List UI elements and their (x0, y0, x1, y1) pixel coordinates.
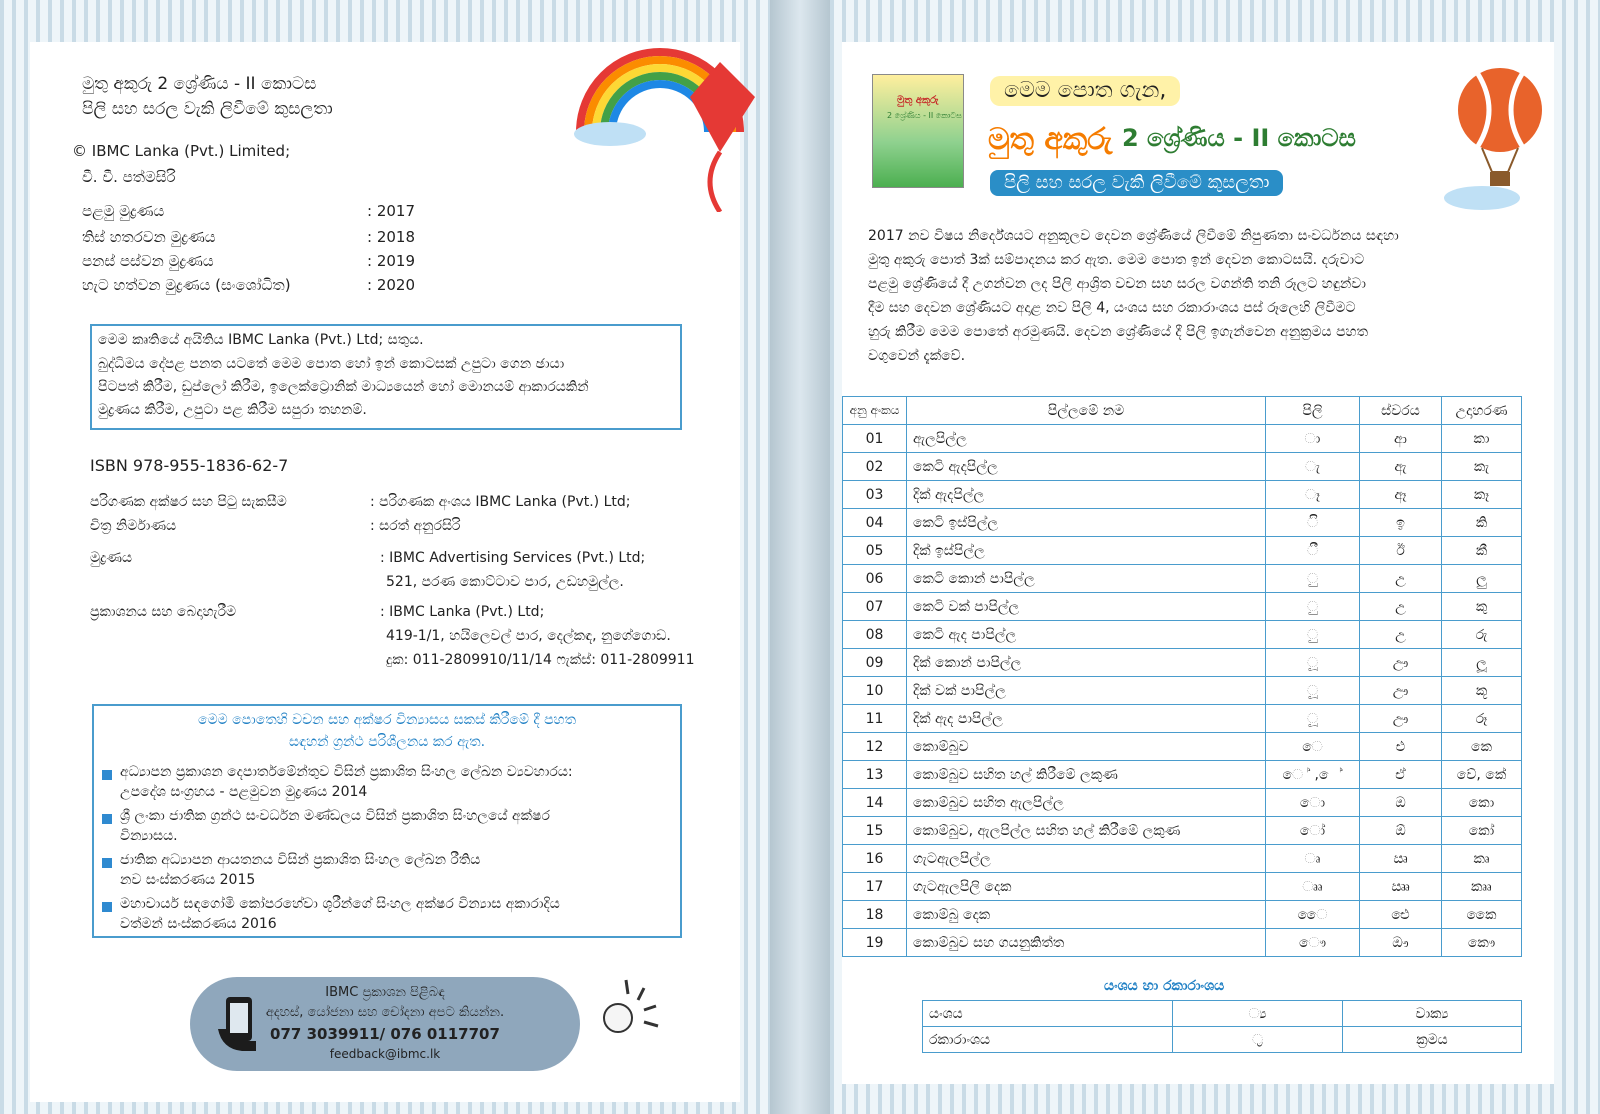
table-row (843, 873, 1522, 901)
row-name: දික් ඇදපිල්ල (907, 481, 1266, 509)
notice-line: බුද්ධිමය දේපළ පනත යටතේ මෙම පොත හෝ ඉන් කොටසක් උපුටා ගෙන ඡායා (98, 356, 565, 372)
row-name: කෙටි කොන් පාපිල්ල (907, 565, 1266, 593)
col-header: ස්වරය (1360, 397, 1442, 425)
row-name: කොම්බුව සහිත හල් කිරීමේ ලකුණ (907, 761, 1266, 789)
row-sign: ො (1266, 789, 1360, 817)
footer-email: feedback@ibmc.lk (329, 1047, 441, 1061)
yansha-row (923, 1001, 1522, 1027)
row-example: රු (1442, 621, 1522, 649)
row-number: 03 (843, 481, 907, 509)
row-sign: ු (1266, 565, 1360, 593)
bullet-icon (102, 858, 112, 868)
row-example: කෛ (1442, 901, 1522, 929)
bullet-icon (102, 814, 112, 824)
row-number: 11 (843, 705, 907, 733)
row-number: 09 (843, 649, 907, 677)
row-name: කොම්බුව, ඇලපිල්ල සහිත හල් කිරීමේ ලකුණ (907, 817, 1266, 845)
credit-value: : පරිගණක අංශය IBMC Lanka (Pvt.) Ltd; (370, 494, 631, 510)
table-row (843, 901, 1522, 929)
table-row (843, 705, 1522, 733)
edition-label: තිස් හතරවන මුද්‍රණය (82, 228, 216, 246)
row-sign: ෝ (1266, 817, 1360, 845)
row-name: කෙටි ඇද පාපිල්ල (907, 621, 1266, 649)
row-example: කෲ (1442, 873, 1522, 901)
table-row (843, 845, 1522, 873)
copyright: © IBMC Lanka (Pvt.) Limited; (72, 142, 291, 160)
row-vowel: උ (1360, 565, 1442, 593)
row-vowel: ඎ (1360, 873, 1442, 901)
yansha-example: ක්‍රමය (1343, 1027, 1522, 1053)
row-example: කෝ (1442, 817, 1522, 845)
row-number: 08 (843, 621, 907, 649)
light-bulb-icon (586, 960, 676, 1050)
row-number: 06 (843, 565, 907, 593)
row-sign: ි (1266, 509, 1360, 537)
row-example: කෙ (1442, 733, 1522, 761)
row-sign: ූ (1266, 649, 1360, 677)
row-number: 19 (843, 929, 907, 957)
right-page: මුතු අකුරු 2 ශ්‍රේණිය - II කොටස මෙම පොත ගැන, මුතු අකුරු 2 ශ්‍රේණිය - II කොටස පිලි සහ සරල වැකි ලිවීමේ කුසලතා 2017 නව විෂය නිර්දේශයට අනුකූලව දෙවන ශ්‍රේණියේ ලිවීමේ නිපුණතා සංවර්ධනය සඳහා මුතු අකුරු පොත් 3ක් සම්පාදනය කර ඇත. මෙම පොත ඉන් දෙවන කොටසයි. දරුවාට පළමු ශ්‍රේණියේ දී උගන්වන ලද පිලි ආශ්‍රිත වචන සහ සරල වගන්ති තනි රූලට හඳුන්වා දීම සහ දෙවන ශ්‍රේණියට අදාළ නව පිලි 4, යංශය සහ රකාරාංශය පස් රූලෙහි ලිවීමට හුරු කිරීම මෙම පොතේ අරමුණයි. දෙවන ශ්‍රේණියේ දී පිලි ඉගැන්වෙන අනුක්‍රමය පහත වගුවෙන් දැක්වේ. අනු අංකය පිල්ලමේ නම පිලි ස්වරය උදාහරණ 01 ඇලපිල්ල ා ආ කා 02 කෙටි ඇදපිල්ල ැ ඇ කැ 03 දික් ඇදපිල්ල ෑ ඈ කෑ 04 කෙටි ඉස්පිල්ල ි ඉ කි 05 දික් ඉස්පිල්ල ී ඊ කී 06 කෙටි කොන් පාපිල්ල ු උ ලු 07 කෙටි වක් පාපිල්ල ු උ කු 08 කෙටි ඇද පාපිල්ල ු උ රු 09 දික් කොන් පාපිල්ල ූ ඌ ලූ 10 දික් වක් පාපිල්ල ූ ඌ කූ 11 දික් ඇද පාපිල්ල ූ ඌ රූ 12 කොම්බුව ෙ එ කෙ 13 කොම්බුව සහිත හල් කිරීමේ ලකුණ ෙ ් , ෙ ් ඒ වේ, කේ 14 කොම්බුව සහිත ඇලපිල්ල ො ඔ කො 15 කොම්බුව, ඇලපිල්ල සහිත හල් කිරීමේ ලකුණ ෝ ඕ කෝ 16 ගැටඇලපිල්ල ෘ ඍ කෘ 17 ගැටඇලපිලි දෙක ෲ ඎ කෲ 18 කොම්බු දෙක ෛ ඓ කෛ 19 කොම්බුව සහ ගයනුකිත්ත ෞ ඖ කෞ යංශය හා රකාරාංශය යංශය ්‍ය වාක්‍ය රකාරාංශය ්‍ර ක්‍රමය (842, 42, 1554, 1084)
row-name: කොම්බුව (907, 733, 1266, 761)
edition-value: : 2019 (367, 252, 415, 270)
credit-value: : IBMC Lanka (Pvt.) Ltd; (380, 604, 545, 620)
ref-head: සඳහන් ග්‍රන්ථ පරිශීලනය කර ඇත. (288, 734, 486, 750)
table-row (843, 425, 1522, 453)
row-name: කෙටි ඇදපිල්ල (907, 453, 1266, 481)
row-sign: ූ (1266, 677, 1360, 705)
credit-label: ප්‍රකාශනය සහ බෙදාහැරීම (90, 604, 237, 620)
credit-value: : IBMC Advertising Services (Pvt.) Ltd; (380, 550, 646, 566)
row-example: ලු (1442, 565, 1522, 593)
table-row (843, 537, 1522, 565)
left-title-2: පිලි සහ සරල වැකි ලිවීමේ කුසලතා (82, 99, 333, 119)
credit-label: චිත්‍ර නිර්මාණය (90, 518, 177, 534)
yansha-row (923, 1027, 1522, 1053)
row-number: 10 (843, 677, 907, 705)
edition-label: පනස් පස්වන මුද්‍රණය (82, 252, 214, 270)
row-sign: ෑ (1266, 481, 1360, 509)
row-name: දික් වක් පාපිල්ල (907, 677, 1266, 705)
bullet-icon (102, 770, 112, 780)
credit-label: පරිගණක අක්ෂර සහ පිටු සැකසීම (90, 494, 287, 510)
book-title-grade: 2 ශ්‍රේණිය - II කොටස (1122, 124, 1356, 152)
row-number: 04 (843, 509, 907, 537)
table-row (843, 817, 1522, 845)
row-name: දික් ඉස්පිල්ල (907, 537, 1266, 565)
row-vowel: එ (1360, 733, 1442, 761)
row-sign: ෲ (1266, 873, 1360, 901)
row-example: කැ (1442, 453, 1522, 481)
edition-value: : 2020 (367, 276, 415, 294)
row-sign: ූ (1266, 705, 1360, 733)
row-example: කෘ (1442, 845, 1522, 873)
yansha-sign: ්‍ර (1173, 1027, 1343, 1053)
row-name: කොම්බු දෙක (907, 901, 1266, 929)
row-sign: ෛ (1266, 901, 1360, 929)
yansha-sign: ්‍ය (1173, 1001, 1343, 1027)
credit-value: දුක: 011-2809910/11/14 ෆැක්ස්: 011-2809911 (386, 652, 695, 668)
table-body (843, 425, 1522, 957)
row-sign: ු (1266, 593, 1360, 621)
row-sign: ෘ (1266, 845, 1360, 873)
row-vowel: ඊ (1360, 537, 1442, 565)
row-vowel: ඌ (1360, 649, 1442, 677)
col-header: පිලි (1266, 397, 1360, 425)
table-row (843, 453, 1522, 481)
row-vowel: ඓ (1360, 901, 1442, 929)
notice-line: මුද්‍රණය කිරීම, උපුටා පළ කිරීම සපුරා තහනම්. (98, 402, 367, 418)
credit-value: 419-1/1, හයිලෙවල් පාර, දෙල්කඳ, නුගේගොඩ. (386, 628, 671, 644)
row-example: කො (1442, 789, 1522, 817)
row-vowel: ඕ (1360, 817, 1442, 845)
row-number: 12 (843, 733, 907, 761)
row-example: කෑ (1442, 481, 1522, 509)
row-name: ඇලපිල්ල (907, 425, 1266, 453)
row-example: කී (1442, 537, 1522, 565)
row-number: 15 (843, 817, 907, 845)
row-example: කි (1442, 509, 1522, 537)
col-header: අනු අංකය (843, 397, 907, 425)
row-example: වේ, කේ (1442, 761, 1522, 789)
feedback-banner (190, 977, 580, 1071)
row-vowel: ඈ (1360, 481, 1442, 509)
row-vowel: උ (1360, 593, 1442, 621)
author: වී. වී. පත්මසිරි (82, 168, 176, 186)
credit-label: මුද්‍රණය (90, 550, 133, 566)
vowel-sign-table (842, 396, 1522, 957)
row-vowel: ඉ (1360, 509, 1442, 537)
yansha-label: රකාරාංශය (923, 1027, 1173, 1053)
row-example: රූ (1442, 705, 1522, 733)
book-cover-thumbnail: මුතු අකුරු 2 ශ්‍රේණිය - II කොටස (872, 74, 964, 188)
credit-value: 521, පරණ කොට්ටාව පාර, උඩහමුල්ල. (386, 574, 624, 590)
table-row (843, 593, 1522, 621)
ref-head: මෙම පොතෙහි වචන සහ අක්ෂර වින්‍යාසය සකස් කිරීමේ දී පහත (198, 712, 576, 728)
table-row (843, 565, 1522, 593)
row-vowel: ඇ (1360, 453, 1442, 481)
book-subtitle: පිලි සහ සරල වැකි ලිවීමේ කුසලතා (990, 170, 1283, 196)
row-number: 18 (843, 901, 907, 929)
row-number: 13 (843, 761, 907, 789)
row-sign: ු (1266, 621, 1360, 649)
col-header: පිල්ලමේ නම (907, 397, 1266, 425)
table-row (843, 621, 1522, 649)
row-vowel: ඖ (1360, 929, 1442, 957)
row-vowel: ඔ (1360, 789, 1442, 817)
col-header: උදාහරණ (1442, 397, 1522, 425)
edition-value: : 2017 (367, 202, 415, 220)
yansha-body (923, 1001, 1522, 1053)
footer-phone: 077 3039911/ 076 0117707 (270, 1025, 500, 1043)
row-sign: ැ (1266, 453, 1360, 481)
footer-line-2: අදහස්, යෝජනා සහ චෝදනා අපට කියන්න. (265, 1005, 505, 1020)
table-row (843, 677, 1522, 705)
table-row (843, 761, 1522, 789)
row-example: ලූ (1442, 649, 1522, 677)
table-row (843, 481, 1522, 509)
yansha-table (922, 1000, 1522, 1053)
left-title-1: මුතු අකුරු 2 ශ්‍රේණිය - II කොටස (82, 74, 317, 94)
edition-value: : 2018 (367, 228, 415, 246)
hot-air-balloon-illustration (1442, 60, 1552, 210)
row-number: 02 (843, 453, 907, 481)
table-row (843, 733, 1522, 761)
notice-line: පිටපත් කිරීම, ඩුප්ලෝ කිරීම, ඉලෙක්ට්‍රොනික් මාධ්‍යයෙන් හෝ මොනයම් ආකාරයකින් (98, 379, 589, 395)
row-number: 14 (843, 789, 907, 817)
isbn: ISBN 978-955-1836-62-7 (90, 456, 289, 475)
copyright-notice-box (90, 324, 682, 430)
row-vowel: ආ (1360, 425, 1442, 453)
row-name: දික් ඇද පාපිල්ල (907, 705, 1266, 733)
edition-label: හැට හත්වන මුද්‍රණය (සංශෝධිත) (82, 276, 291, 294)
row-example: කූ (1442, 677, 1522, 705)
book-title-main: මුතු අකුරු (988, 122, 1113, 157)
table-header (843, 397, 1522, 425)
row-sign: ී (1266, 537, 1360, 565)
table-row (843, 929, 1522, 957)
row-vowel: උ (1360, 621, 1442, 649)
row-sign: ෞ (1266, 929, 1360, 957)
row-number: 16 (843, 845, 907, 873)
row-vowel: ඍ (1360, 845, 1442, 873)
row-example: කෞ (1442, 929, 1522, 957)
row-name: ගැටඇලපිල්ල (907, 845, 1266, 873)
yansha-label: යංශය (923, 1001, 1173, 1027)
row-number: 05 (843, 537, 907, 565)
row-name: කෙටි ඉස්පිල්ල (907, 509, 1266, 537)
table-row (843, 509, 1522, 537)
footer-line-1: IBMC ප්‍රකාශන පිළිබඳ (325, 985, 445, 1000)
row-name: ගැටඇලපිලි දෙක (907, 873, 1266, 901)
row-name: කොම්බුව සහිත ඇලපිල්ල (907, 789, 1266, 817)
about-heading: මෙම පොත ගැන, (990, 76, 1180, 106)
yansha-title: යංශය හා රකාරාංශය (1104, 978, 1225, 994)
row-sign: ෙ ් , ෙ ් (1266, 761, 1360, 789)
phone-icon (212, 993, 268, 1055)
row-example: කා (1442, 425, 1522, 453)
table-row (843, 649, 1522, 677)
row-sign: ෙ (1266, 733, 1360, 761)
row-name: කොම්බුව සහ ගයනුකිත්ත (907, 929, 1266, 957)
row-number: 01 (843, 425, 907, 453)
references-box: මෙම පොතෙහි වචන සහ අක්ෂර වින්‍යාසය සකස් කිරීමේ දී පහත සඳහන් ග්‍රන්ථ පරිශීලනය කර ඇත. අධ්‍යාපන ප්‍රකාශන දෙපාර්තමේන්තුව විසින් ප්‍රකාශිත සිංහල ලේඛන ව්‍යවහාරය: උපදේශ සංග්‍රහය - පළමුවන මුද්‍රණය 2014 ශ්‍රී ලංකා ජාතික ග්‍රන්ථ සංවර්ධන මණ්ඩලය විසින් ප්‍රකාශිත සිංහලයේ අක්ෂර වින්‍යාසය. ජාතික අධ්‍යාපන ආයතනය විසින් ප්‍රකාශිත සිංහල ලේඛන රීතිය නව සංස්කරණය 2015 මහාචාර්ය සඳගෝමි කෝපරහේවා ශූරීන්ගේ සිංහල අක්ෂර වින්‍යාස අකාරාදිය වත්මන් සංස්කරණය 2016 (92, 704, 682, 938)
row-number: 07 (843, 593, 907, 621)
credit-value: : සරත් අනුරසිරි (370, 518, 461, 534)
row-number: 17 (843, 873, 907, 901)
book-spine (770, 0, 830, 1114)
left-page (30, 42, 740, 1102)
row-example: කු (1442, 593, 1522, 621)
row-vowel: ඌ (1360, 677, 1442, 705)
notice-head: මෙම කෘතියේ අයිතිය IBMC Lanka (Pvt.) Ltd; සතුය. (98, 332, 424, 348)
yansha-example: වාක්‍ය (1343, 1001, 1522, 1027)
bullet-icon (102, 902, 112, 912)
row-vowel: ඒ (1360, 761, 1442, 789)
row-name: කෙටි වක් පාපිල්ල (907, 593, 1266, 621)
row-sign: ා (1266, 425, 1360, 453)
rainbow-kite-illustration (570, 12, 770, 212)
row-name: දික් කොන් පාපිල්ල (907, 649, 1266, 677)
row-vowel: ඌ (1360, 705, 1442, 733)
edition-label: පළමු මුද්‍රණය (82, 202, 165, 220)
table-row (843, 789, 1522, 817)
